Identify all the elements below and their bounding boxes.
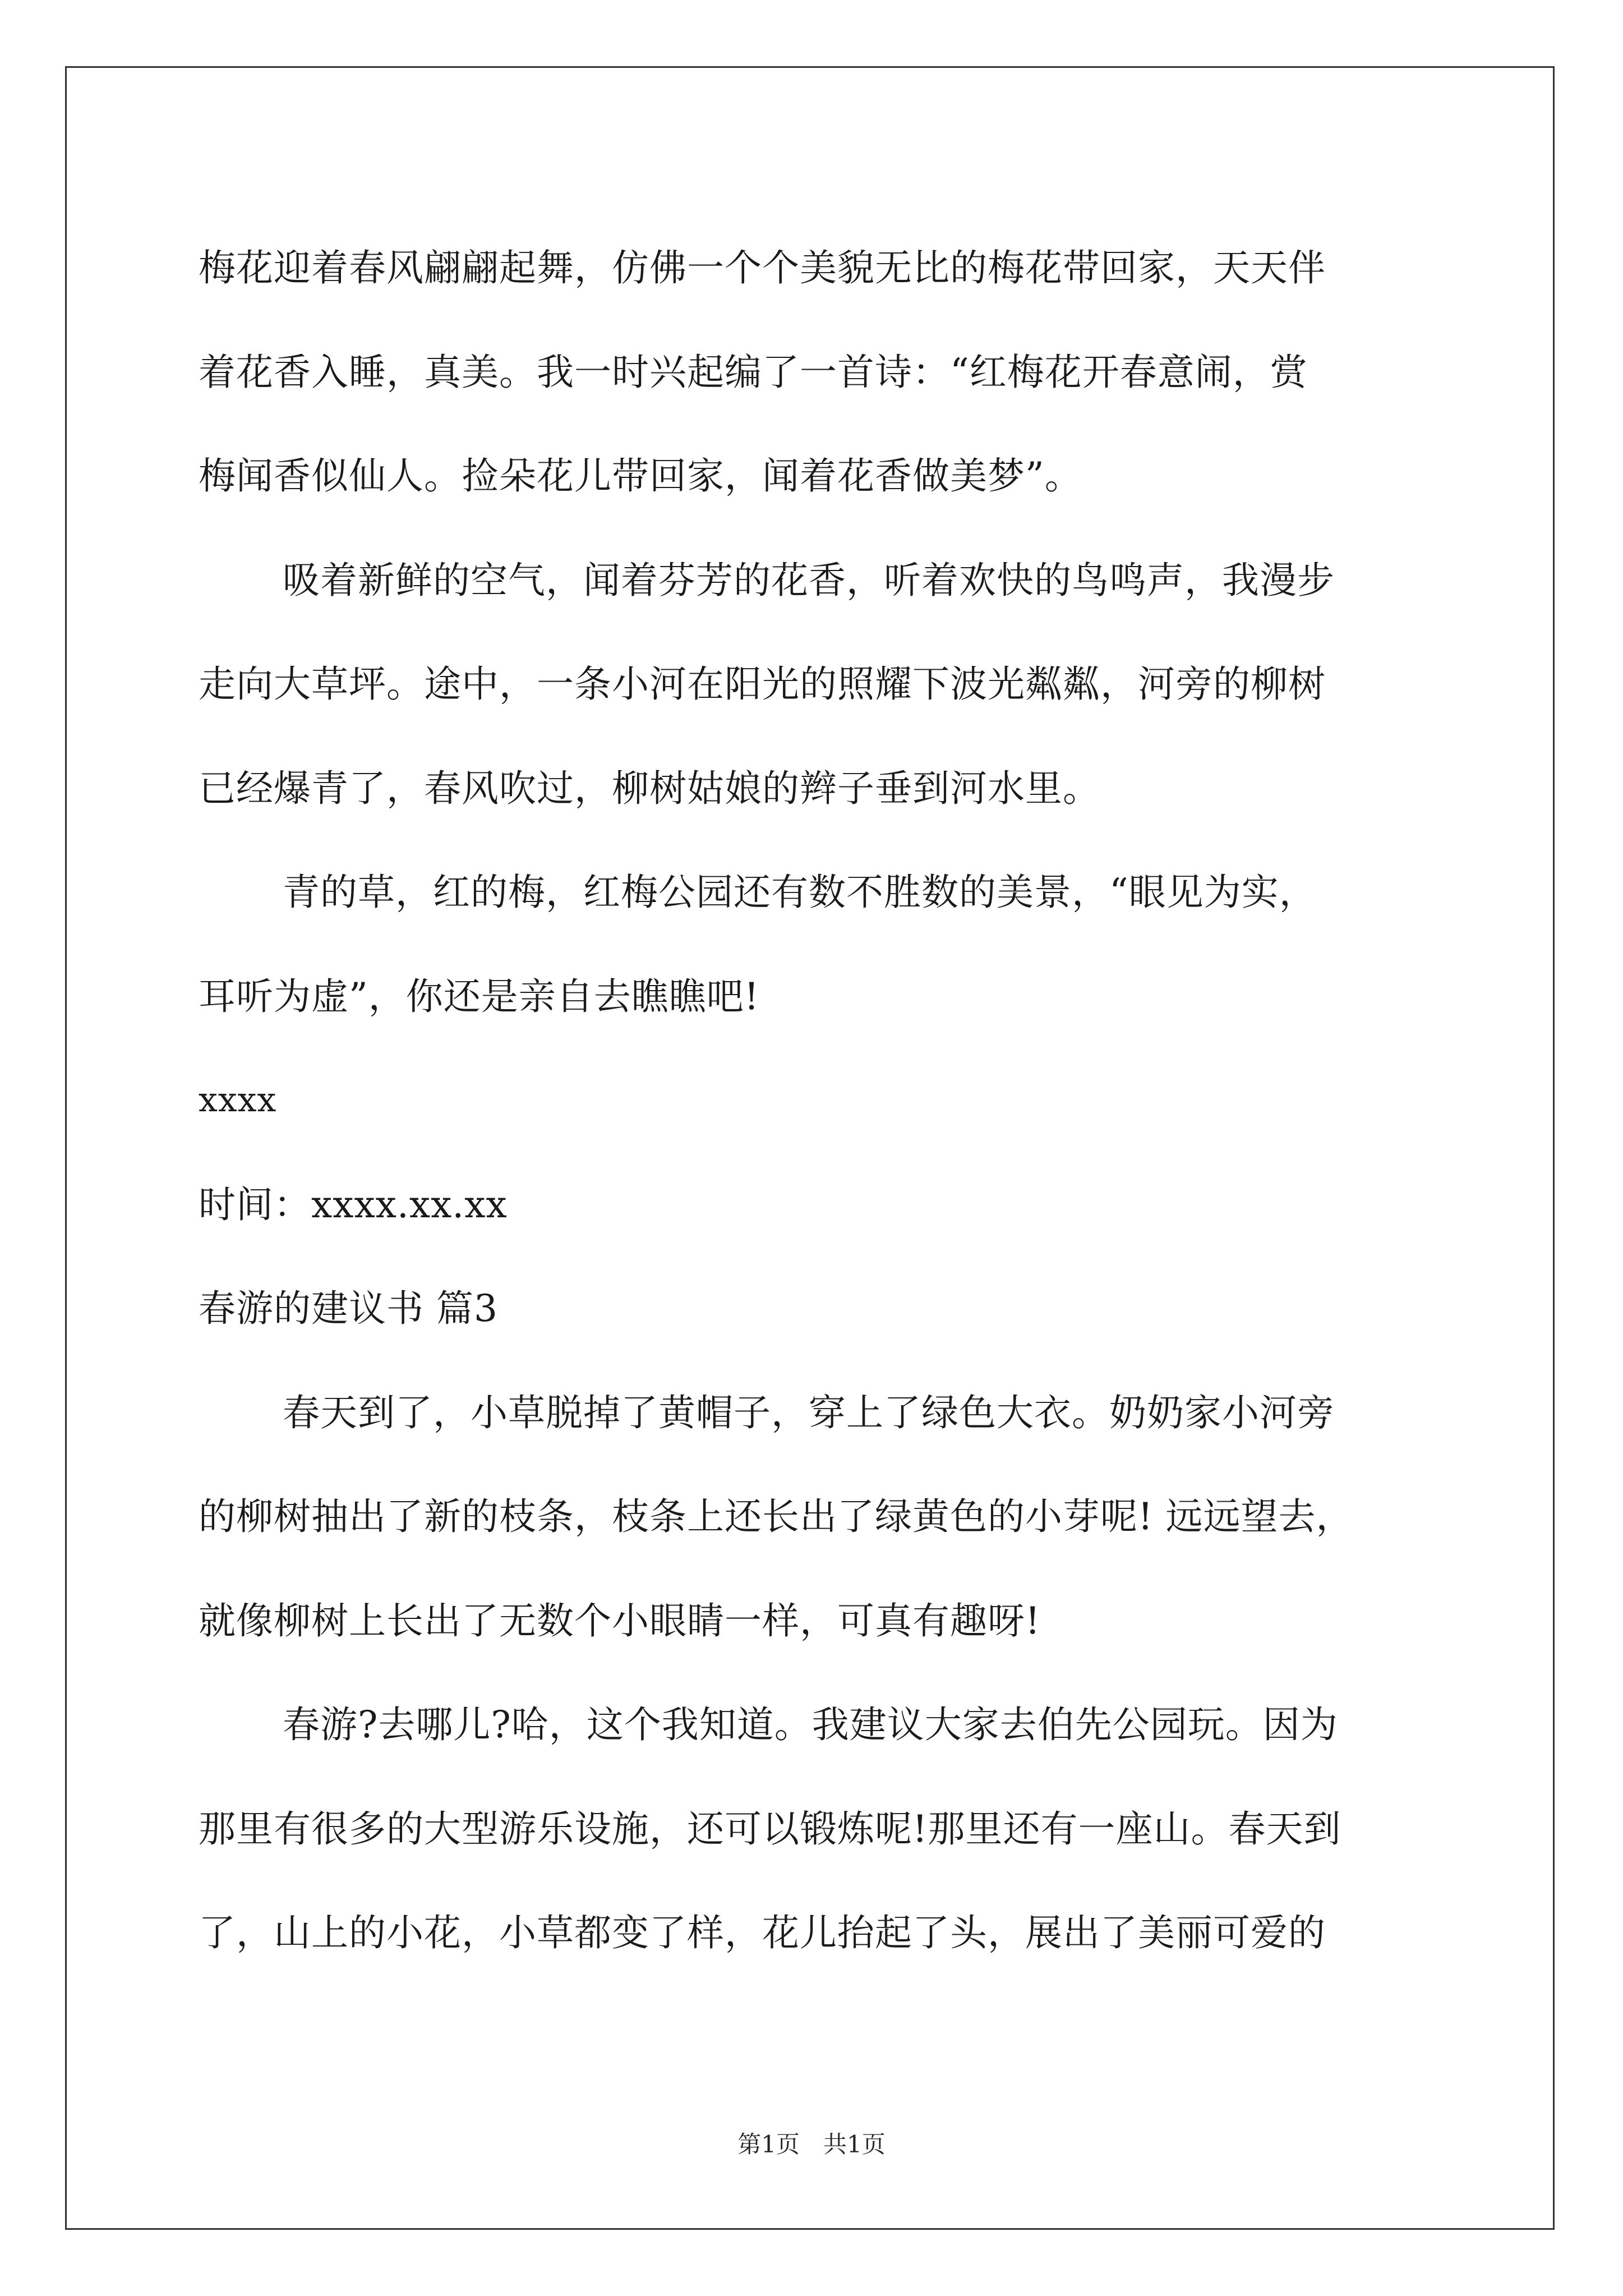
text-line-8: 耳听为虚”，你还是亲自去瞧瞧吧!	[199, 974, 760, 1018]
text-line-15: 春游?去哪儿?哈，这个我知道。我建议大家去伯先公园玩。因为	[283, 1703, 1338, 1746]
author-placeholder: xxxx	[199, 1080, 277, 1120]
date-line: 时间：xxxx.xx.xx	[199, 1182, 508, 1226]
text-line-2: 着花香入睡，真美。我一时兴起编了一首诗：“红梅花开春意闹，赏	[199, 350, 1308, 394]
page-footer: 第1页 共1页	[737, 2131, 886, 2158]
text-line-1: 梅花迎着春风翩翩起舞，仿佛一个个美貌无比的梅花带回家，天天伴	[199, 246, 1326, 289]
text-line-13: 的柳树抽出了新的枝条，枝条上还长出了绿黄色的小芽呢! 远远望去，	[199, 1495, 1354, 1538]
text-line-17: 了，山上的小花，小草都变了样，花儿抬起了头，展出了美丽可爱的	[199, 1911, 1326, 1954]
text-line-12: 春天到了，小草脱掉了黄帽子，穿上了绿色大衣。奶奶家小河旁	[283, 1391, 1335, 1434]
section-heading: 春游的建议书 篇3	[199, 1287, 498, 1330]
text-line-5: 走向大草坪。途中，一条小河在阳光的照耀下波光粼粼，河旁的柳树	[199, 662, 1326, 706]
text-line-4: 吸着新鲜的空气，闻着芬芳的花香，听着欢快的鸟鸣声，我漫步	[283, 558, 1335, 602]
text-line-7: 青的草，红的梅，红梅公园还有数不胜数的美景，“眼见为实，	[283, 871, 1317, 914]
text-line-16: 那里有很多的大型游乐设施，还可以锻炼呢!那里还有一座山。春天到	[199, 1807, 1341, 1851]
text-line-6: 已经爆青了，春风吹过，柳树姑娘的辫子垂到河水里。	[199, 766, 1100, 810]
text-line-14: 就像柳树上长出了无数个小眼睛一样，可真有趣呀!	[199, 1599, 1041, 1642]
text-line-3: 梅闻香似仙人。捡朵花儿带回家，闻着花香做美梦”。	[199, 454, 1082, 498]
document-body	[199, 216, 1460, 1985]
